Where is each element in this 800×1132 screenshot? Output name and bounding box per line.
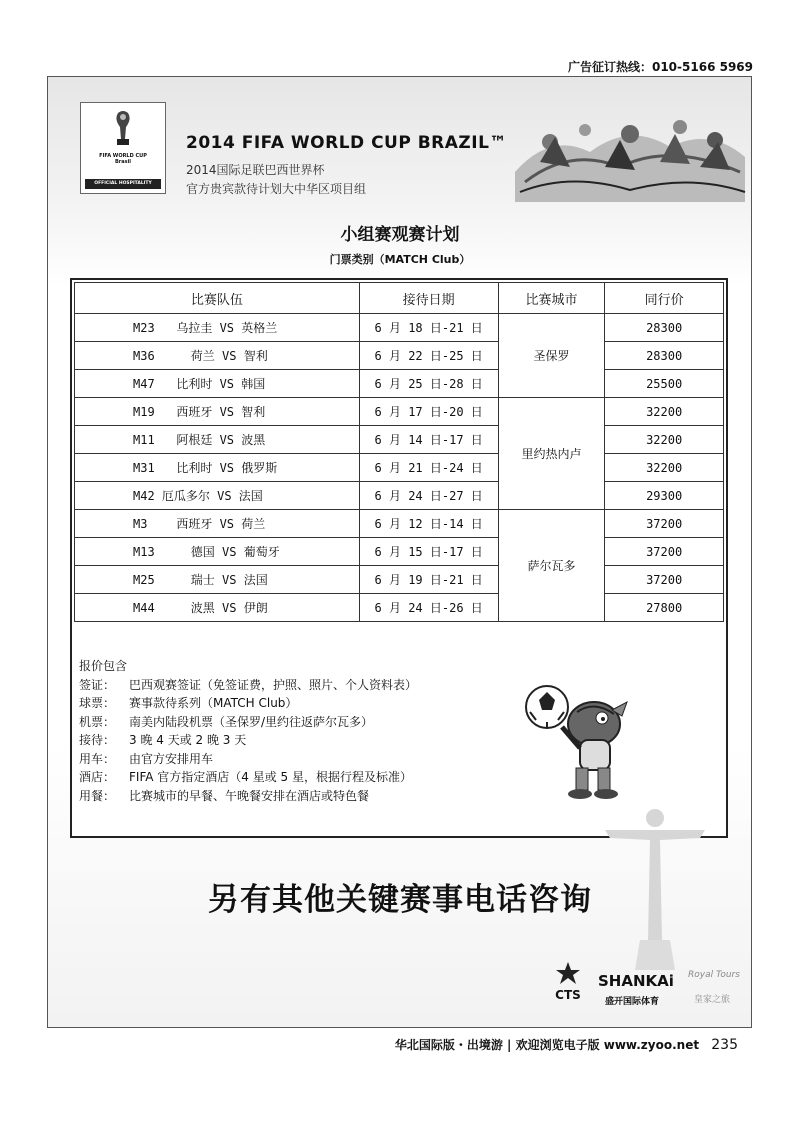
price-cell: 32200: [605, 398, 724, 426]
brazil-decorative-banner: [510, 112, 750, 207]
ad-hotline: 广告征订热线：010-5166 5969: [567, 60, 753, 74]
fuleco-mascot-icon: [522, 682, 637, 802]
inclusion-value: 由官方安排用车: [129, 751, 214, 766]
logo-bar: OFFICIAL HOSPITALITY: [85, 179, 161, 189]
date-cell: 6 月 24 日-26 日: [359, 594, 498, 622]
match-cell: M11 阿根廷 VS 波黑: [75, 426, 360, 454]
inclusion-value: 赛事款待系列（MATCH Club）: [129, 696, 298, 710]
price-cell: 32200: [605, 454, 724, 482]
price-cell: 25500: [605, 370, 724, 398]
price-cell: 28300: [605, 314, 724, 342]
table-row: [75, 426, 724, 454]
price-cell: 37200: [605, 538, 724, 566]
shankai-logo: SHANKAi: [598, 972, 674, 990]
table-row: [75, 314, 724, 342]
match-cell: M13 德国 VS 葡萄牙: [75, 538, 360, 566]
plan-title: 小组赛观赛计划: [340, 225, 460, 245]
header-price: 同行价: [605, 283, 724, 314]
inclusion-value: 巴西观赛签证（免签证费，护照、照片、个人资料表）: [129, 677, 418, 692]
inclusion-item: [79, 750, 417, 769]
date-cell: 6 月 25 日-28 日: [359, 370, 498, 398]
match-cell: M44 波黑 VS 伊朗: [75, 594, 360, 622]
table-header-row: [75, 283, 724, 314]
match-cell: M31 比利时 VS 俄罗斯: [75, 454, 360, 482]
table-row: [75, 370, 724, 398]
world-cup-trophy-icon: [110, 109, 136, 149]
inclusion-label: 用餐：: [79, 788, 116, 803]
inclusion-label: 机票：: [79, 714, 116, 729]
price-cell: 37200: [605, 566, 724, 594]
match-cell: M23 乌拉圭 VS 英格兰: [75, 314, 360, 342]
ticket-category: 门票类别（MATCH Club）: [329, 253, 471, 266]
inclusion-label: 签证：: [79, 677, 116, 692]
date-cell: 6 月 18 日-21 日: [359, 314, 498, 342]
match-cell: M3 西班牙 VS 荷兰: [75, 510, 360, 538]
inclusion-item: [79, 694, 417, 713]
table-row: [75, 538, 724, 566]
brand-title: 2014 FIFA WORLD CUP BRAZIL™: [186, 133, 507, 153]
inclusion-value: FIFA 官方指定酒店（4 星或 5 星，根据行程及标准）: [129, 770, 412, 784]
inclusion-item: [79, 713, 417, 732]
page-footer: [395, 1036, 738, 1053]
match-cell: M47 比利时 VS 韩国: [75, 370, 360, 398]
date-cell: 6 月 15 日-17 日: [359, 538, 498, 566]
header-teams: 比赛队伍: [75, 283, 360, 314]
table-row: [75, 594, 724, 622]
table-row: [75, 398, 724, 426]
inclusion-label: 接待：: [79, 733, 116, 747]
royal-tours-cn-label: 皇家之旅: [694, 995, 731, 1005]
inclusion-value: 南美内陆段机票（圣保罗/里约往返萨尔瓦多）: [129, 714, 374, 729]
inclusion-label: 酒店：: [79, 770, 116, 784]
price-cell: 27800: [605, 594, 724, 622]
inclusion-label: 球票：: [79, 696, 116, 710]
inclusions-heading: 报价包含: [79, 659, 128, 673]
price-cell: 28300: [605, 342, 724, 370]
logo-line-2: Brasil: [114, 159, 132, 165]
match-cell: M42 厄瓜多尔 VS 法国: [75, 482, 360, 510]
inclusion-label: 用车：: [79, 751, 116, 766]
date-cell: 6 月 24 日-27 日: [359, 482, 498, 510]
inclusion-value: 3 晚 4 天或 2 晚 3 天: [129, 733, 247, 747]
date-cell: 6 月 21 日-24 日: [359, 454, 498, 482]
table-row: [75, 482, 724, 510]
city-cell: 里约热内卢: [498, 398, 605, 510]
star-icon: [556, 962, 580, 984]
inclusions-section: [79, 657, 417, 805]
date-cell: 6 月 17 日-20 日: [359, 398, 498, 426]
city-cell: 萨尔瓦多: [498, 510, 605, 622]
inclusion-item: [79, 787, 417, 806]
shankai-cn-label: 盛开国际体育: [605, 997, 660, 1007]
date-cell: 6 月 19 日-21 日: [359, 566, 498, 594]
enquiry-slogan: 另有其他关键赛事电话咨询: [208, 882, 592, 918]
match-table: [74, 282, 724, 622]
header-dates: 接待日期: [359, 283, 498, 314]
logo-line-1: FIFA WORLD CUP: [99, 153, 147, 159]
date-cell: 6 月 14 日-17 日: [359, 426, 498, 454]
cts-logo: [548, 962, 588, 1002]
price-cell: 29300: [605, 482, 724, 510]
match-cell: M36 荷兰 VS 智利: [75, 342, 360, 370]
table-row: [75, 566, 724, 594]
table-row: [75, 342, 724, 370]
page-number: 235: [711, 1037, 738, 1053]
header-city: 比赛城市: [498, 283, 605, 314]
royal-tours-logo: Royal Tours: [688, 970, 740, 980]
inclusion-item: [79, 676, 417, 695]
inclusion-item: [79, 768, 417, 787]
match-cell: M19 西班牙 VS 智利: [75, 398, 360, 426]
price-cell: 37200: [605, 510, 724, 538]
fifa-hospitality-logo: [80, 102, 166, 194]
inclusion-item: [79, 731, 417, 750]
footer-text: 华北国际版・出境游 | 欢迎浏览电子版 www.zyoo.net: [394, 1038, 700, 1052]
cts-label: CTS: [555, 988, 581, 1002]
city-cell: 圣保罗: [498, 314, 605, 398]
date-cell: 6 月 12 日-14 日: [359, 510, 498, 538]
price-cell: 32200: [605, 426, 724, 454]
table-row: [75, 454, 724, 482]
date-cell: 6 月 22 日-25 日: [359, 342, 498, 370]
brand-subtitle-2: 官方贵宾款待计划大中华区项目组: [186, 182, 367, 196]
match-cell: M25 瑞士 VS 法国: [75, 566, 360, 594]
table-row: [75, 510, 724, 538]
brand-subtitle-1: 2014国际足联巴西世界杯: [186, 163, 325, 177]
inclusion-value: 比赛城市的早餐、午晚餐安排在酒店或特色餐: [129, 788, 370, 803]
